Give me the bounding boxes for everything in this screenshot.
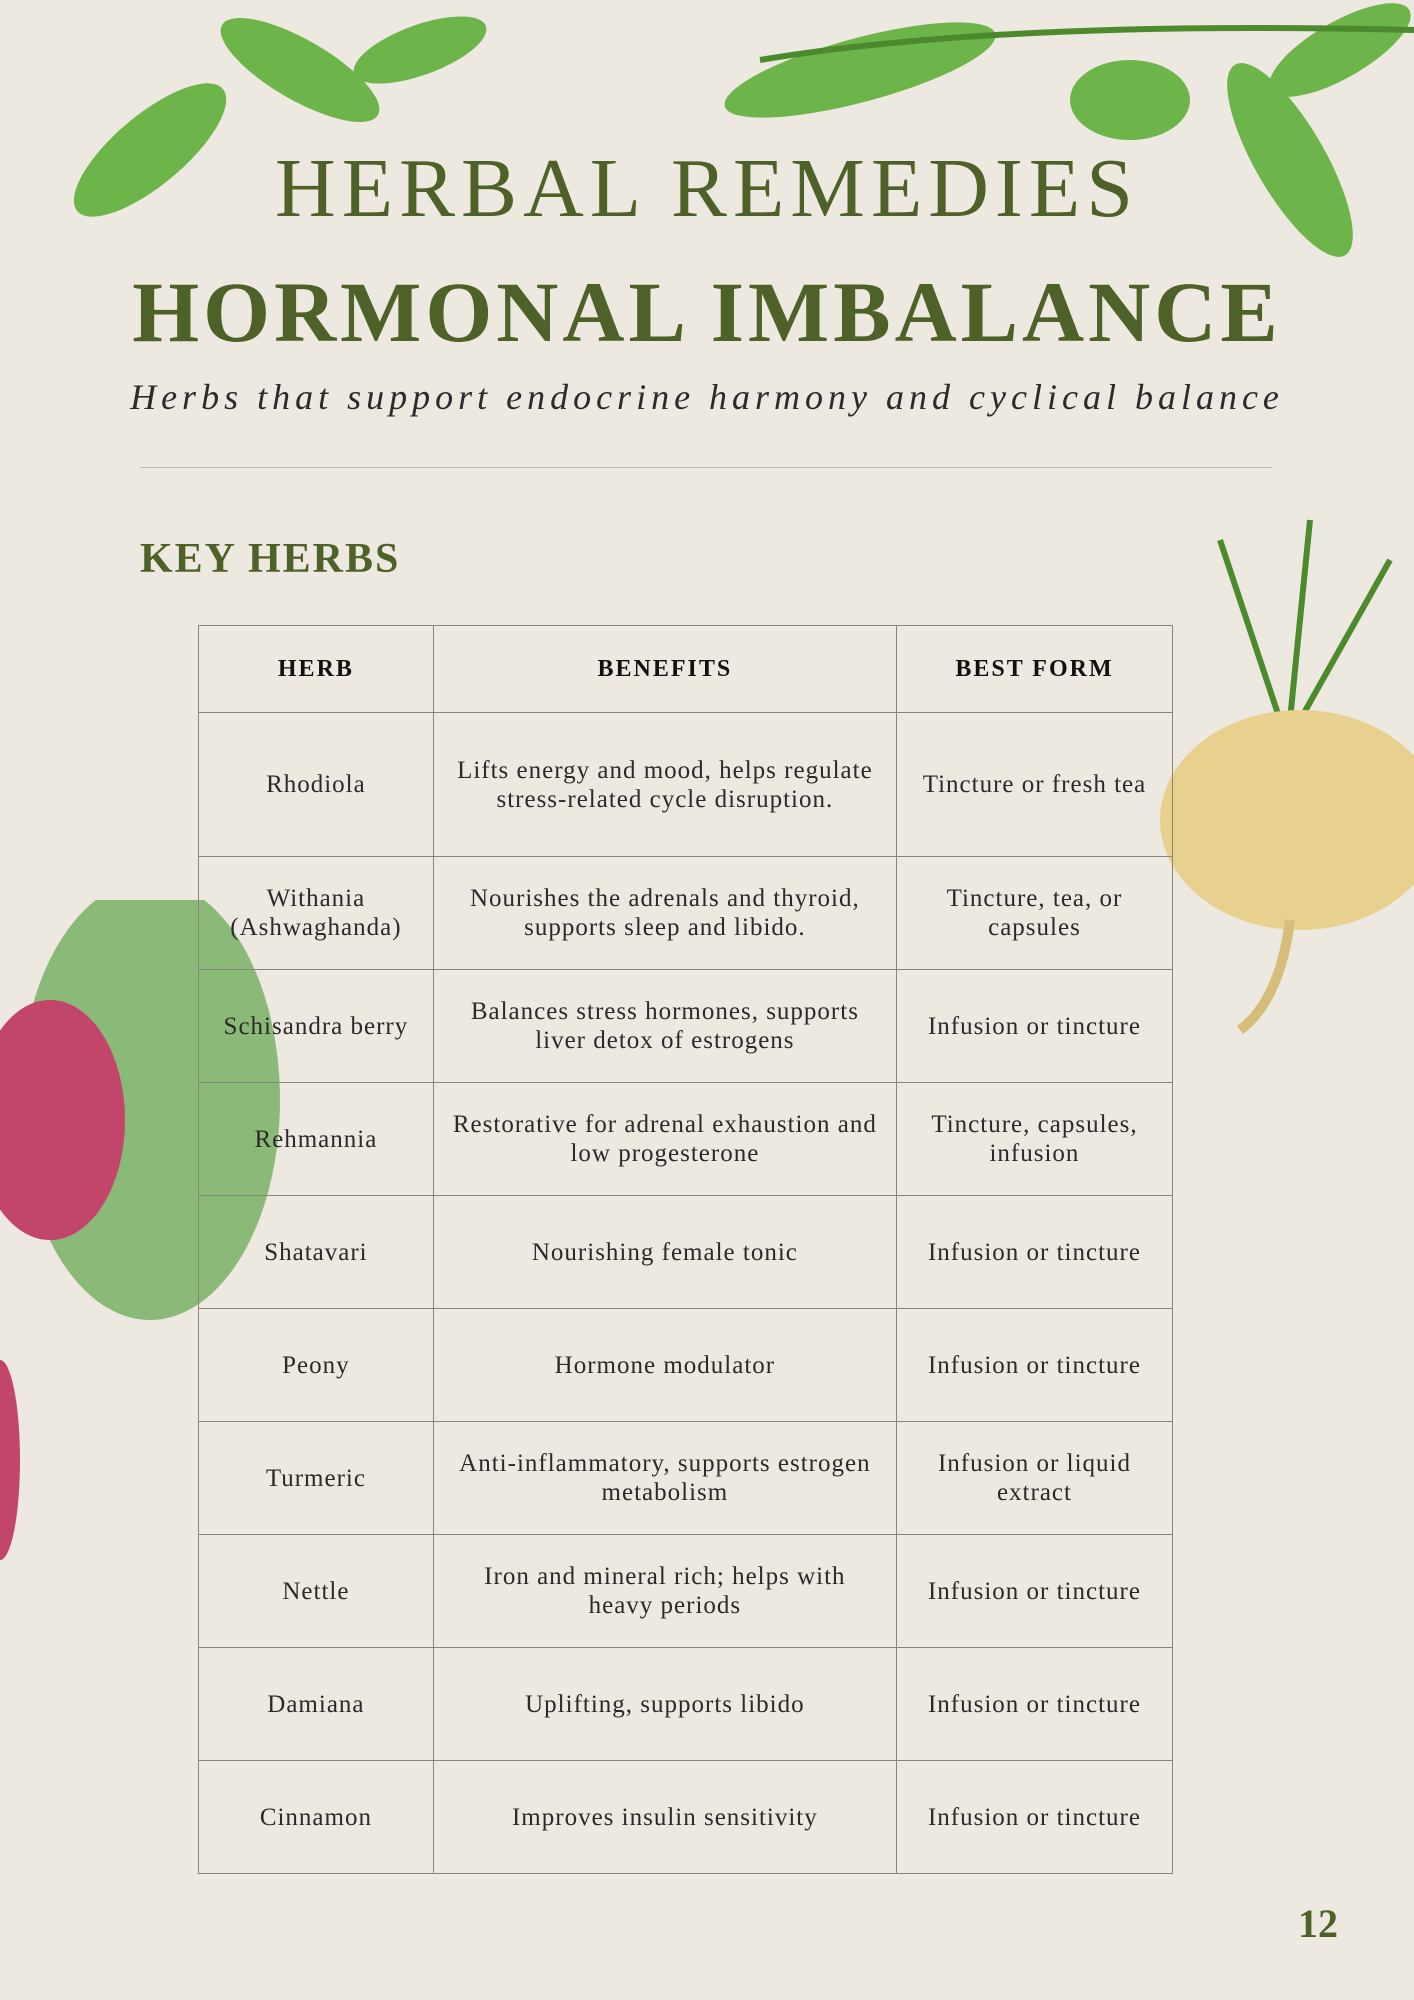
table-row	[199, 1422, 1173, 1535]
benefits-cell: Uplifting, supports libido	[433, 1648, 896, 1761]
best-form-cell: Tincture, capsules, infusion	[896, 1083, 1172, 1196]
table-header-row	[199, 626, 1173, 713]
best-form-cell: Infusion or tincture	[896, 1309, 1172, 1422]
subtitle: Herbs that support endocrine harmony and cyclical balance	[130, 377, 1284, 417]
table-row	[199, 1535, 1173, 1648]
herb-cell: Damiana	[199, 1648, 434, 1761]
title-line-1: HERBAL REMEDIES	[275, 142, 1139, 235]
table-row	[199, 1083, 1173, 1196]
benefits-cell: Anti-inflammatory, supports estrogen metabolism	[433, 1422, 896, 1535]
section-title: KEY HERBS	[140, 536, 401, 582]
benefits-cell: Nourishing female tonic	[433, 1196, 896, 1309]
herb-cell: Rehmannia	[199, 1083, 434, 1196]
best-form-cell: Tincture, tea, or capsules	[896, 857, 1172, 970]
best-form-cell: Infusion or tincture	[896, 970, 1172, 1083]
best-form-cell: Infusion or tincture	[896, 1535, 1172, 1648]
page-number: 12	[1298, 1901, 1338, 1946]
herb-cell: Rhodiola	[199, 713, 434, 857]
benefits-cell: Improves insulin sensitivity	[433, 1761, 896, 1874]
herb-cell: Schisandra berry	[199, 970, 434, 1083]
herb-cell: Cinnamon	[199, 1761, 434, 1874]
column-header-herb: HERB	[199, 626, 434, 713]
herb-cell: Shatavari	[199, 1196, 434, 1309]
benefits-cell: Hormone modulator	[433, 1309, 896, 1422]
table-row	[199, 1761, 1173, 1874]
best-form-cell: Infusion or tincture	[896, 1761, 1172, 1874]
best-form-cell: Infusion or tincture	[896, 1648, 1172, 1761]
best-form-cell: Infusion or liquid extract	[896, 1422, 1172, 1535]
benefits-cell: Iron and mineral rich; helps with heavy periods	[433, 1535, 896, 1648]
herb-cell: Withania (Ashwaghanda)	[199, 857, 434, 970]
herb-cell: Peony	[199, 1309, 434, 1422]
table-row	[199, 970, 1173, 1083]
table-row	[199, 1196, 1173, 1309]
divider	[140, 467, 1272, 468]
benefits-cell: Balances stress hormones, supports liver detox of estrogens	[433, 970, 896, 1083]
herbs-table	[198, 625, 1173, 1874]
benefits-cell: Lifts energy and mood, helps regulate stress-related cycle disruption.	[433, 713, 896, 857]
column-header-benefits: BENEFITS	[433, 626, 896, 713]
best-form-cell: Infusion or tincture	[896, 1196, 1172, 1309]
table-row	[199, 1309, 1173, 1422]
title-line-2: HORMONAL IMBALANCE	[132, 264, 1282, 360]
column-header-best-form: BEST FORM	[896, 626, 1172, 713]
benefits-cell: Nourishes the adrenals and thyroid, supports sleep and libido.	[433, 857, 896, 970]
benefits-cell: Restorative for adrenal exhaustion and low progesterone	[433, 1083, 896, 1196]
table-row	[199, 1648, 1173, 1761]
table-row	[199, 713, 1173, 857]
herb-cell: Turmeric	[199, 1422, 434, 1535]
table-row	[199, 857, 1173, 970]
best-form-cell: Tincture or fresh tea	[896, 713, 1172, 857]
herb-cell: Nettle	[199, 1535, 434, 1648]
